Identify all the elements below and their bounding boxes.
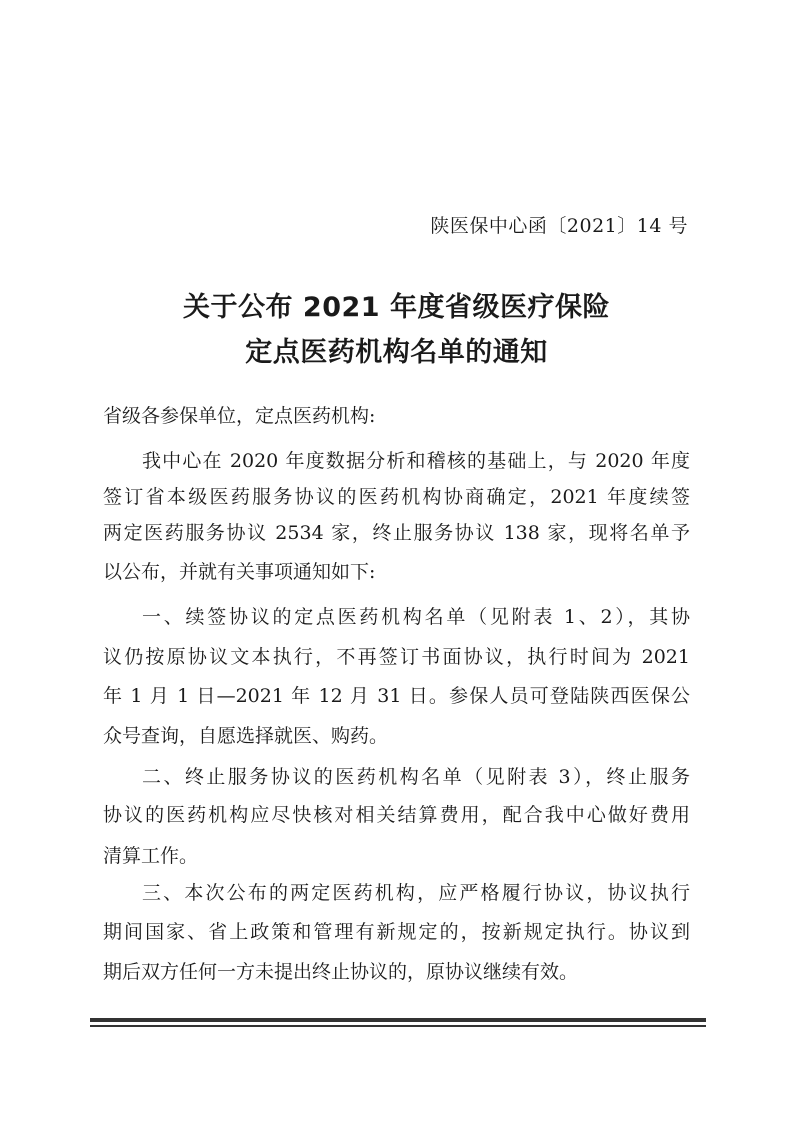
paragraph-4-line-1: 三、本次公布的两定医药机构，应严格履行协议，协议执行 (142, 882, 690, 904)
paragraph-2-line-2: 议仍按原协议文本执行，不再签订书面协议，执行时间为 2021 (103, 646, 690, 668)
paragraph-2-line-4: 众号查询，自愿选择就医、购药。 (103, 725, 389, 747)
paragraph-1-line-3: 两定医药服务协议 2534 家，终止服务协议 138 家，现将名单予 (103, 522, 690, 544)
paragraph-4-line-3: 期后双方任何一方未提出终止协议的，原协议继续有效。 (103, 961, 579, 983)
paragraph-4-line-2: 期间国家、省上政策和管理有新规定的，按新规定执行。协议到 (103, 921, 690, 943)
title-line-1: 关于公布 2021 年度省级医疗保险 (183, 292, 610, 323)
paragraph-2-line-3: 年 1 月 1 日—2021 年 12 月 31 日。参保人员可登陆陕西医保公 (103, 685, 690, 707)
paragraph-3-line-1: 二、终止服务协议的医药机构名单（见附表 3），终止服务 (142, 766, 690, 788)
salutation: 省级各参保单位，定点医药机构: (103, 405, 376, 427)
document-number: 陕医保中心函〔2021〕14 号 (430, 215, 688, 237)
paragraph-3-line-2: 协议的医药机构应尽快核对相关结算费用，配合我中心做好费用 (103, 804, 690, 826)
title-line-2: 定点医药机构名单的通知 (245, 337, 548, 368)
footer-rule-thick (90, 1018, 706, 1022)
paragraph-2-line-1: 一、续签协议的定点医药机构名单（见附表 1、2），其协 (142, 606, 690, 628)
paragraph-1-line-1: 我中心在 2020 年度数据分析和稽核的基础上，与 2020 年度 (142, 450, 690, 472)
paragraph-1-line-4: 以公布，并就有关事项通知如下: (103, 561, 376, 583)
footer-rule-thin (90, 1025, 706, 1027)
paragraph-3-line-3: 清算工作。 (103, 845, 199, 867)
paragraph-1-line-2: 签订省本级医药服务协议的医药机构协商确定，2021 年度续签 (103, 486, 690, 508)
